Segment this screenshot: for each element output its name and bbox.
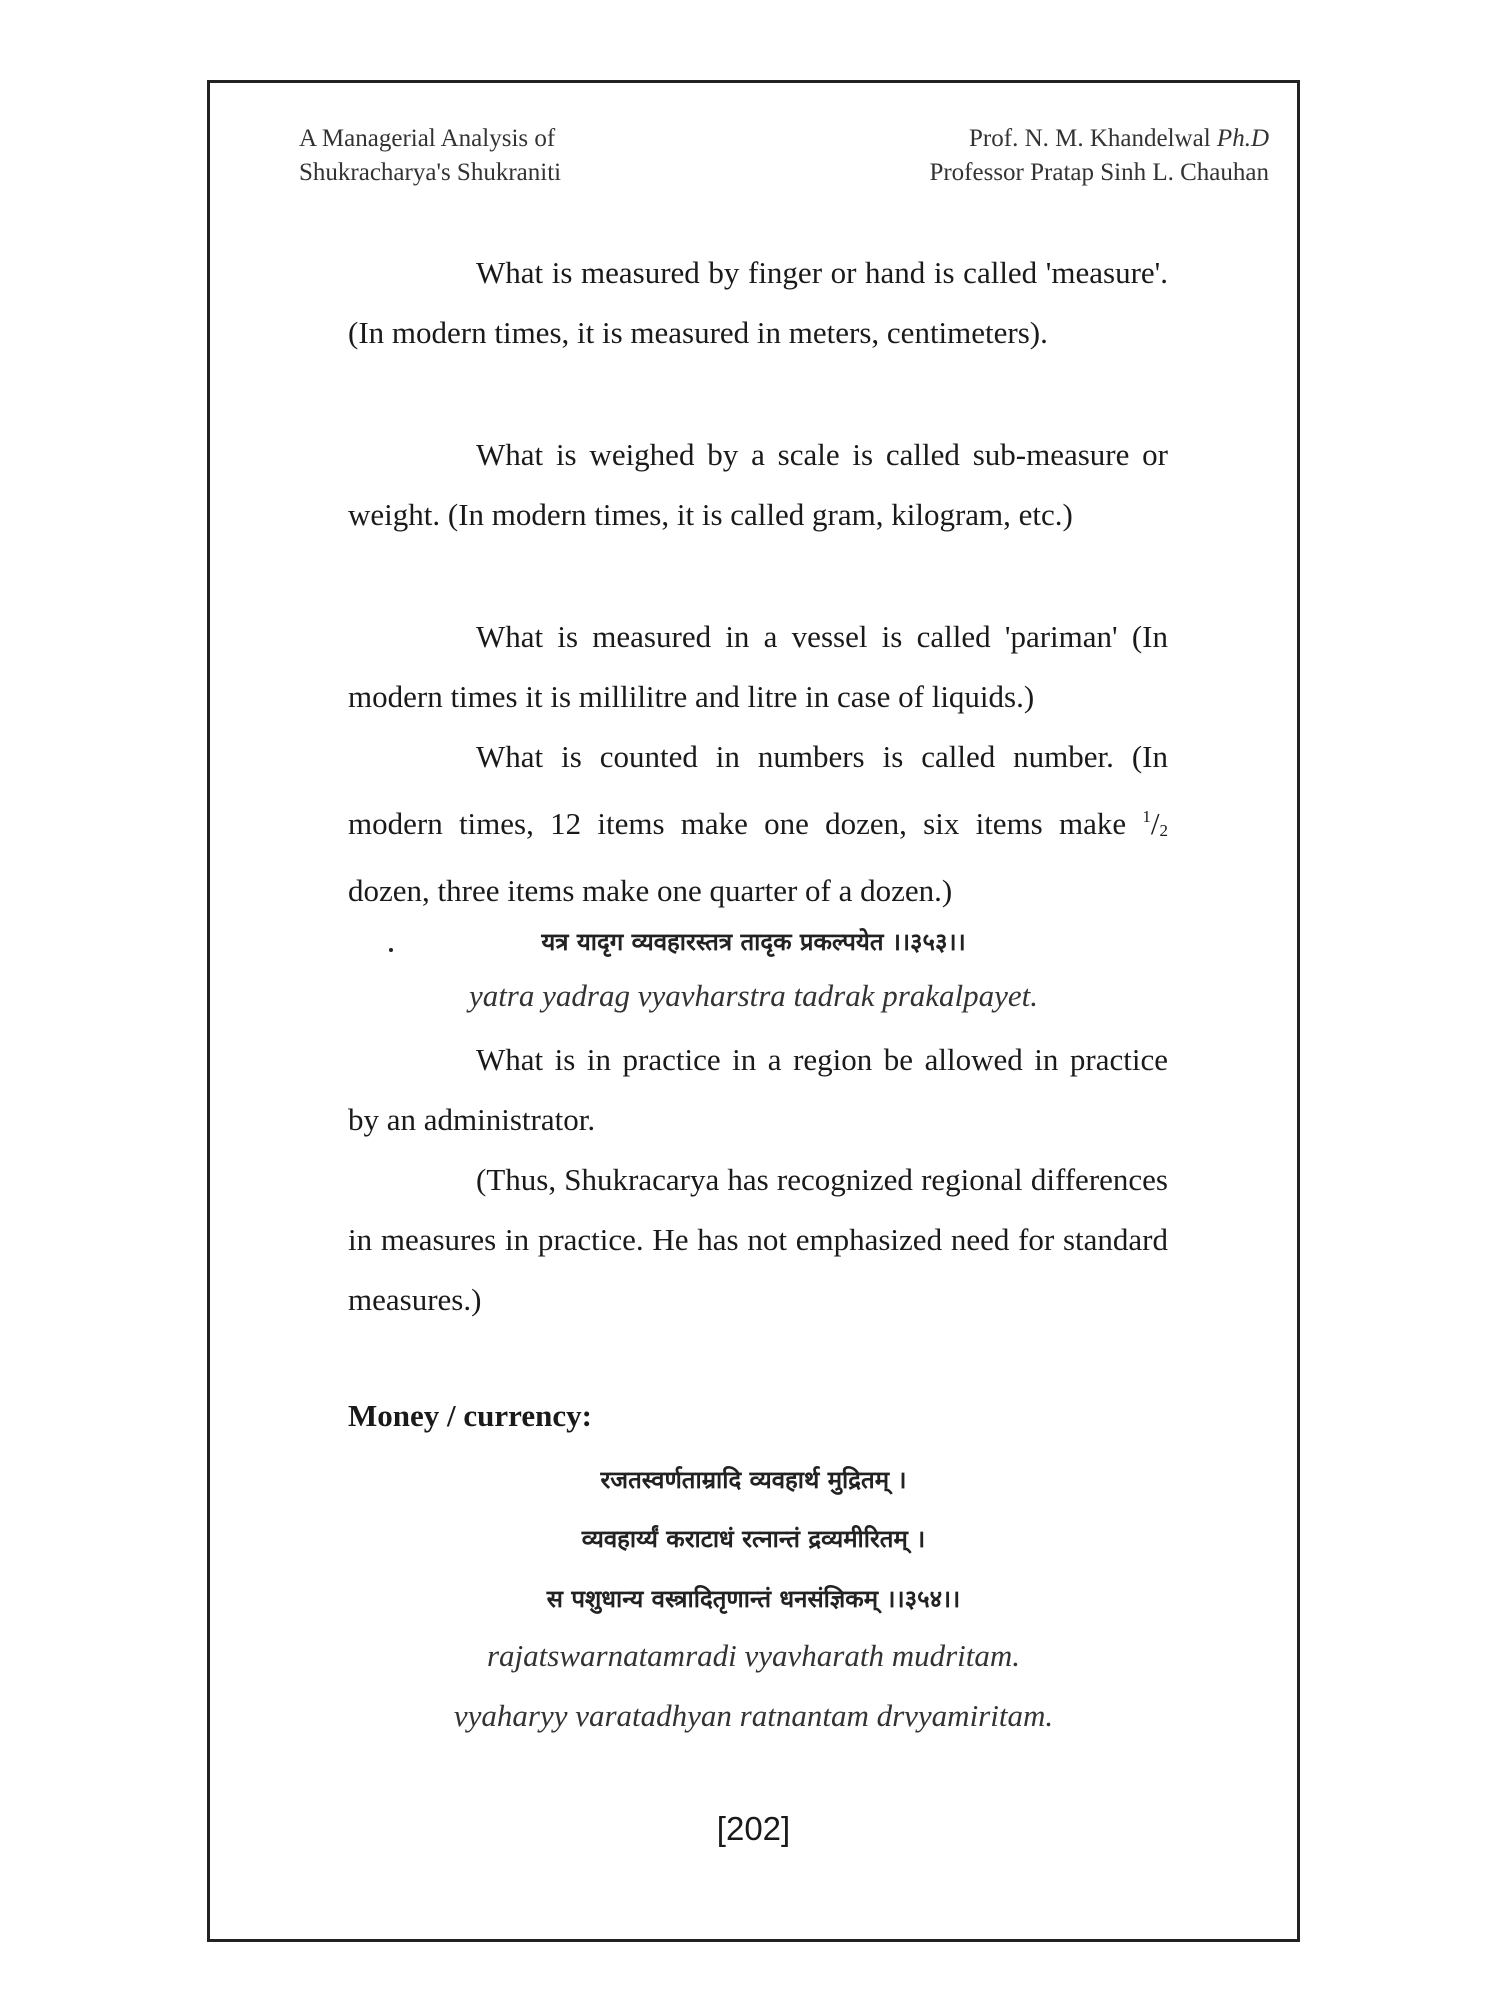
verse-354-transliteration-line2: vyaharyy varatadhyan ratnantam drvyamiritam. [453, 1698, 1054, 1733]
page-number: [202] [716, 1810, 791, 1847]
verse-353-sanskrit: यत्र यादृग व्यवहारस्तत्र तादृक प्रकल्पयेत ।।३५३।। [541, 928, 966, 956]
paragraph-number: What is counted in numbers is called number. (In modern times, 12 items make one dozen, six items make $^1/_2$ dozen, three items make one quarter of a dozen.) [348, 739, 1168, 908]
paragraph-number-text: What is counted in numbers is called number. (In modern times, 12 items make one dozen, six items make [348, 739, 1168, 841]
header-right [929, 122, 1269, 190]
verse-354-line3: स पशुधान्य वस्त्रादितृणान्तं धनसंज्ञिकम् ।।३५४।। [546, 1585, 961, 1613]
header-author-degree: Ph.D [1216, 125, 1269, 152]
header-book-title-line2: Shukracharya's Shukraniti [299, 159, 562, 186]
header-book-title-line1: A Managerial Analysis of [299, 125, 556, 152]
paragraph-pariman: What is measured in a vessel is called 'pariman' (In modern times it is millilitre and litre in case of liquids.) [348, 619, 1168, 714]
verse-354-line2: व्यवहार्य्यं कराटाधं रत्नान्तं द्रव्यमीरितम् । [581, 1525, 926, 1553]
verse-353-transliteration: yatra yadrag vyavharstra tadrak prakalpayet. [468, 978, 1039, 1013]
paragraph-number-end: dozen, three items make one quarter of a dozen.) [348, 873, 953, 908]
fraction-numerator: 1 [1142, 807, 1151, 826]
paragraph-practice: What is in practice in a region be allowed in practice by an administrator. [348, 1042, 1168, 1137]
header-left [299, 122, 561, 190]
section-title-money: Money / currency: [348, 1398, 592, 1433]
paragraph-weight: What is weighed by a scale is called sub-measure or weight. (In modern times, it is called gram, kilogram, etc.) [348, 437, 1168, 532]
paragraph-measure: What is measured by finger or hand is called 'measure'. (In modern times, it is measured in meters, centimeters). [348, 255, 1168, 350]
verse-354-line1: रजतस्वर्णताम्रादि व्यवहार्थ मुद्रितम् । [600, 1466, 907, 1494]
header-author-name: Prof. N. M. Khandelwal [969, 125, 1217, 152]
fraction-denominator: 2 [1159, 821, 1168, 840]
verse-354-transliteration-line1: rajatswarnatamradi vyavharath mudritam. [486, 1638, 1021, 1673]
paragraph-regional: (Thus, Shukracarya has recognized regional differences in measures in practice. He has not emphasized need for standard measures.) [348, 1162, 1168, 1317]
header-author-line2: Professor Pratap Sinh L. Chauhan [929, 159, 1269, 186]
header-author-line1 [929, 122, 1269, 156]
